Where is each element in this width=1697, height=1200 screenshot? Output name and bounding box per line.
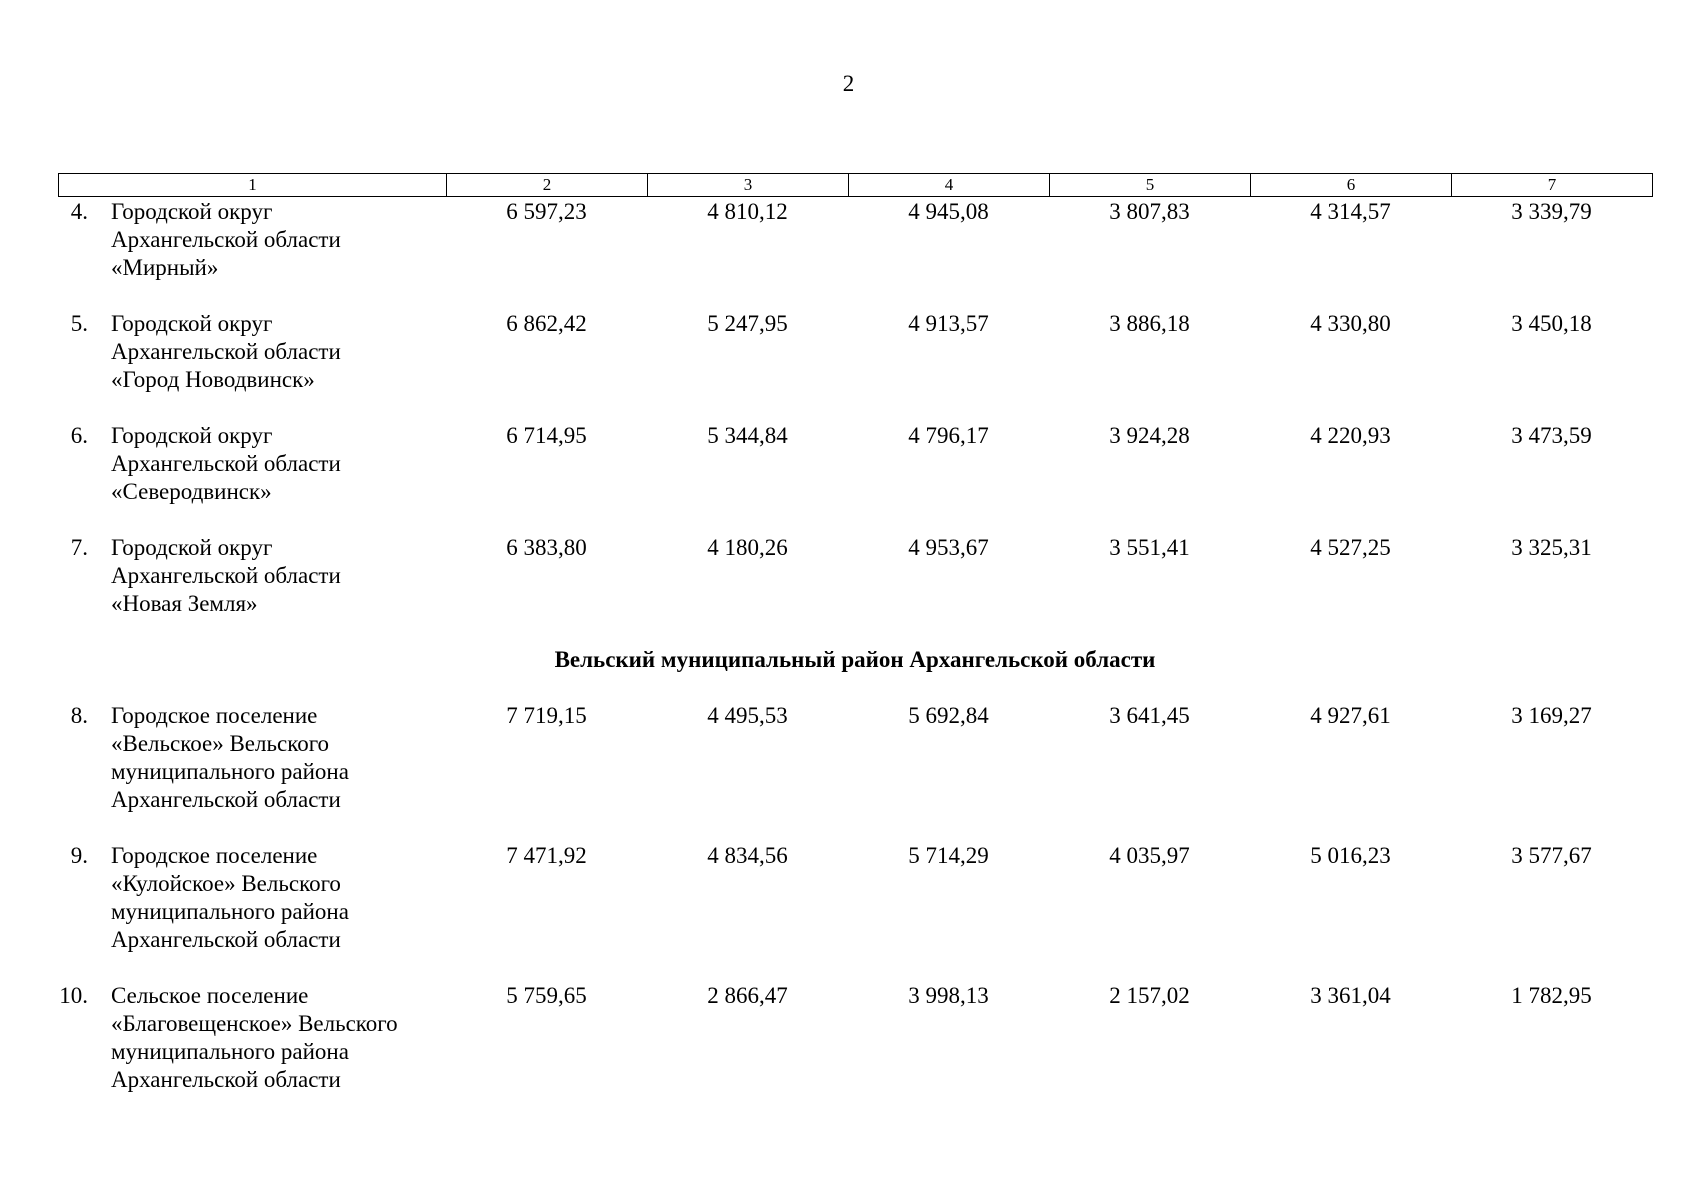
row-index: 5.: [70, 311, 88, 336]
column-header-7: 7: [1452, 174, 1653, 197]
row-index: 6.: [70, 423, 88, 448]
value-cell: 3 325,31: [1511, 535, 1592, 560]
value-cell: 2 866,47: [707, 983, 788, 1008]
value-cell: 4 180,26: [707, 535, 788, 560]
row-index: 7.: [70, 535, 88, 560]
value-cell: 6 862,42: [506, 311, 587, 336]
value-cell: 6 597,23: [506, 199, 587, 224]
table-row: [58, 310, 1652, 422]
row-name-cell: [58, 534, 446, 646]
row-index: 4.: [70, 199, 88, 224]
row-name-cell: [58, 422, 446, 534]
value-cell: 4 953,67: [908, 535, 989, 560]
value-cell: 4 495,53: [707, 703, 788, 728]
column-header-4: 4: [849, 174, 1050, 197]
value-cell: 3 339,79: [1511, 199, 1592, 224]
row-name-cell: [58, 982, 446, 1122]
value-cell: 3 641,45: [1109, 703, 1190, 728]
value-cell: 4 810,12: [707, 199, 788, 224]
value-cell: 4 834,56: [707, 843, 788, 868]
value-cell: 3 169,27: [1511, 703, 1592, 728]
row-index: 9.: [70, 843, 88, 868]
value-cell: 4 035,97: [1109, 843, 1190, 868]
section-title: Вельский муниципальный район Архангельской области: [554, 647, 1156, 672]
row-name: Городской округ Архангельской области «Северодвинск»: [111, 423, 341, 504]
row-name-cell: [58, 702, 446, 842]
column-header-1: 1: [59, 174, 447, 197]
value-cell: 3 473,59: [1511, 423, 1592, 448]
value-cell: 5 344,84: [707, 423, 788, 448]
column-header-2: 2: [447, 174, 648, 197]
table-row: [58, 702, 1652, 842]
value-cell: 3 998,13: [908, 983, 989, 1008]
row-name: Городской округ Архангельской области «Новая Земля»: [111, 535, 341, 616]
row-name: Городской округ Архангельской области «Город Новодвинск»: [111, 311, 341, 392]
row-name: Сельское поселение «Благовещенское» Вельского муниципального района Архангельской области: [111, 983, 398, 1092]
value-cell: 4 796,17: [908, 423, 989, 448]
value-cell: 6 714,95: [506, 423, 587, 448]
row-name-cell: [58, 842, 446, 982]
value-cell: 3 807,83: [1109, 199, 1190, 224]
value-cell: 3 450,18: [1511, 311, 1592, 336]
value-cell: 5 247,95: [707, 311, 788, 336]
value-cell: 3 361,04: [1310, 983, 1391, 1008]
row-name: Городское поселение «Кулойское» Вельского муниципального района Архангельской области: [111, 843, 349, 952]
row-name-cell: [58, 198, 446, 310]
column-header-3: 3: [648, 174, 849, 197]
value-cell: 3 551,41: [1109, 535, 1190, 560]
value-cell: 7 719,15: [506, 703, 587, 728]
column-header-5: 5: [1050, 174, 1251, 197]
table-row: [58, 198, 1652, 310]
section-header-row: [58, 646, 1652, 702]
table-row: [58, 422, 1652, 534]
column-header-6: 6: [1251, 174, 1452, 197]
value-cell: 1 782,95: [1511, 983, 1592, 1008]
value-cell: 3 577,67: [1511, 843, 1592, 868]
value-cell: 4 945,08: [908, 199, 989, 224]
value-cell: 2 157,02: [1109, 983, 1190, 1008]
row-name-cell: [58, 310, 446, 422]
value-cell: 7 471,92: [506, 843, 587, 868]
value-cell: 6 383,80: [506, 535, 587, 560]
value-cell: 4 330,80: [1310, 311, 1391, 336]
value-cell: 3 886,18: [1109, 311, 1190, 336]
value-cell: 5 714,29: [908, 843, 989, 868]
value-cell: 4 927,61: [1310, 703, 1391, 728]
row-name: Городской округ Архангельской области «Мирный»: [111, 199, 341, 280]
value-cell: 5 692,84: [908, 703, 989, 728]
value-cell: 3 924,28: [1109, 423, 1190, 448]
data-table: [58, 198, 1652, 1122]
column-number-row: [59, 174, 1653, 197]
table-row: [58, 842, 1652, 982]
row-name: Городское поселение «Вельское» Вельского муниципального района Архангельской области: [111, 703, 349, 812]
value-cell: 4 314,57: [1310, 199, 1391, 224]
value-cell: 5 016,23: [1310, 843, 1391, 868]
value-cell: 5 759,65: [506, 983, 587, 1008]
row-index: 8.: [70, 703, 88, 728]
table-row: [58, 534, 1652, 646]
value-cell: 4 220,93: [1310, 423, 1391, 448]
table-row: [58, 982, 1652, 1122]
value-cell: 4 913,57: [908, 311, 989, 336]
value-cell: 4 527,25: [1310, 535, 1391, 560]
table-column-header: [58, 173, 1653, 197]
page-number: 2: [842, 71, 855, 96]
row-index: 10.: [59, 983, 88, 1008]
